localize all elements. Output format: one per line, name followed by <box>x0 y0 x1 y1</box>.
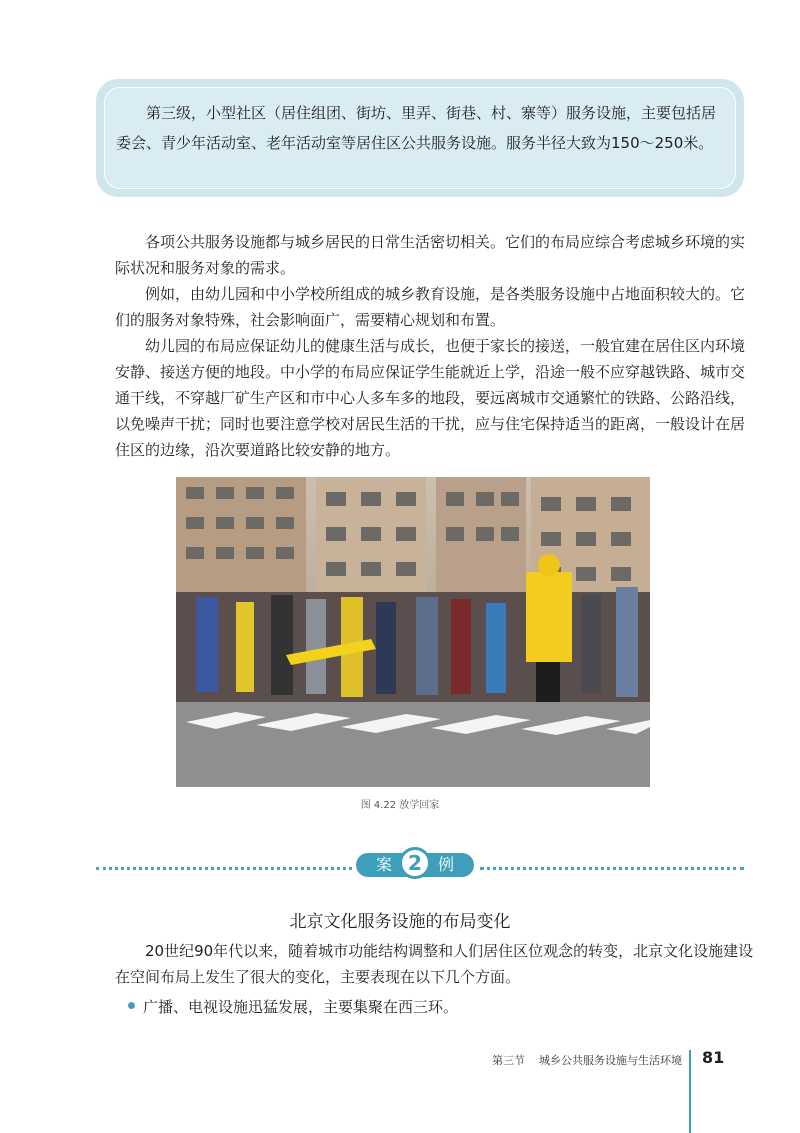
bullet-dot-icon <box>128 1002 135 1009</box>
case-intro <box>115 938 755 990</box>
running-footer <box>478 1052 682 1068</box>
paragraph: 幼儿园的布局应保证幼儿的健康生活与成长，也便于家长的接送，一般宜建在居住区内环境安静、接送方便的地段。中小学的布局应保证学生能就近上学，沿途一般不应穿越铁路、城市交通干线，不穿越厂矿生产区和市中心人多车多的地段，要远离城市交通繁忙的铁路、公路沿线，以免噪声干扰；同时也要注意学校对居民生活的干扰，应与住宅保持适当的距离，一般设计在居住区的边缘，沿次要道路比较安静的地方。 <box>115 337 746 459</box>
bullet-item <box>128 996 458 1017</box>
badge-label-left: 案 <box>376 855 393 874</box>
case-badge <box>356 847 474 881</box>
page-number: 81 <box>702 1048 725 1067</box>
body-text <box>115 229 755 463</box>
photo-illustration <box>176 477 650 787</box>
badge-number: 2 <box>399 847 431 879</box>
callout-text: 第三级，小型社区（居住组团、街坊、里弄、街巷、村、寨等）服务设施，主要包括居委会、青少年活动室、老年活动室等居住区公共服务设施。服务半径大致为150～250米。 <box>116 104 717 152</box>
figure-caption: 图 4.22 放学回家 <box>360 800 440 811</box>
case-title: 北京文化服务设施的布局变化 <box>289 912 511 932</box>
paragraph: 20世纪90年代以来，随着城市功能结构调整和人们居住区位观念的转变，北京文化设施建设在空间布局上发生了很大的变化，主要表现在以下几个方面。 <box>115 942 754 986</box>
paragraph: 例如，由幼儿园和中小学校所组成的城乡教育设施，是各类服务设施中占地面积较大的。它们的服务对象特殊，社会影响面广，需要精心规划和布置。 <box>115 285 746 329</box>
bullet-text: 广播、电视设施迅猛发展，主要集聚在西三环。 <box>143 998 459 1016</box>
footer-rule <box>689 1050 691 1133</box>
footer-section: 第三节 <box>492 1054 525 1067</box>
badge-label-right: 例 <box>437 855 454 874</box>
paragraph: 各项公共服务设施都与城乡居民的日常生活密切相关。它们的布局应综合考虑城乡环境的实际状况和服务对象的需求。 <box>115 233 746 277</box>
school-crossing-photo <box>176 477 650 787</box>
divider-left <box>96 867 352 870</box>
footer-chapter: 城乡公共服务设施与生活环境 <box>539 1054 682 1067</box>
divider-right <box>480 867 744 870</box>
